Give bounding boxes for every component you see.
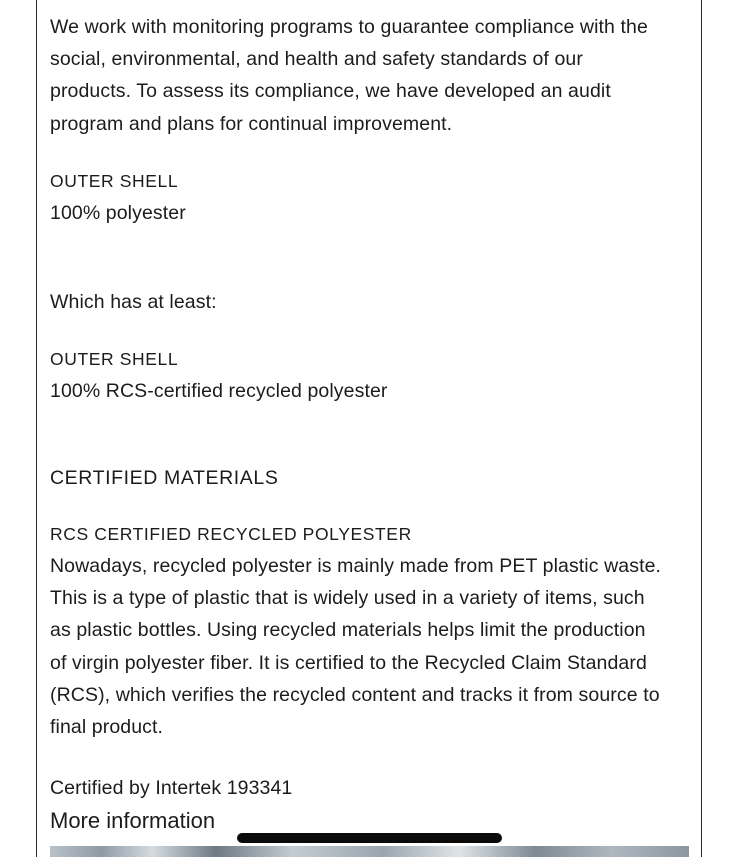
rcs-description-line: final product. (50, 716, 164, 739)
compliance-paragraph (50, 11, 648, 140)
certified-by-text: Certified by Intertek 193341 (50, 777, 293, 799)
compliance-line: products. To assess its compliance, we have developed an audit (50, 80, 611, 103)
rcs-description-line: This is a type of plastic that is widely used in a variety of items, such (50, 587, 645, 610)
outer-shell-label: OUTER SHELL (50, 171, 179, 191)
which-has-at-least-text: Which has at least: (50, 291, 217, 313)
rcs-description-line: Nowadays, recycled polyester is mainly made from PET plastic waste. (50, 555, 662, 577)
recycled-outer-shell-value: 100% RCS-certified recycled polyester (50, 380, 388, 402)
rcs-description-line: of virgin polyester fiber. It is certified to the Recycled Claim Standard (50, 651, 647, 674)
recycled-outer-shell-label: OUTER SHELL (50, 349, 179, 369)
rcs-description (50, 550, 661, 743)
rcs-material-label: RCS CERTIFIED RECYCLED POLYESTER (50, 524, 412, 544)
rcs-description-line: (RCS), which verifies the recycled content and tracks it from source to (50, 683, 660, 706)
home-indicator-bar[interactable] (237, 833, 502, 843)
compliance-line: We work with monitoring programs to guarantee compliance with the (50, 16, 648, 38)
compliance-line: social, environmental, and health and safety standards of our (50, 48, 583, 71)
compliance-line: program and plans for continual improvement. (50, 112, 453, 135)
more-information-link[interactable]: More information (50, 808, 216, 833)
rcs-description-line: as plastic bottles. Using recycled materials helps limit the production (50, 619, 646, 642)
product-image-preview[interactable] (50, 846, 689, 857)
outer-shell-value: 100% polyester (50, 202, 186, 224)
certified-materials-heading: CERTIFIED MATERIALS (50, 467, 279, 489)
